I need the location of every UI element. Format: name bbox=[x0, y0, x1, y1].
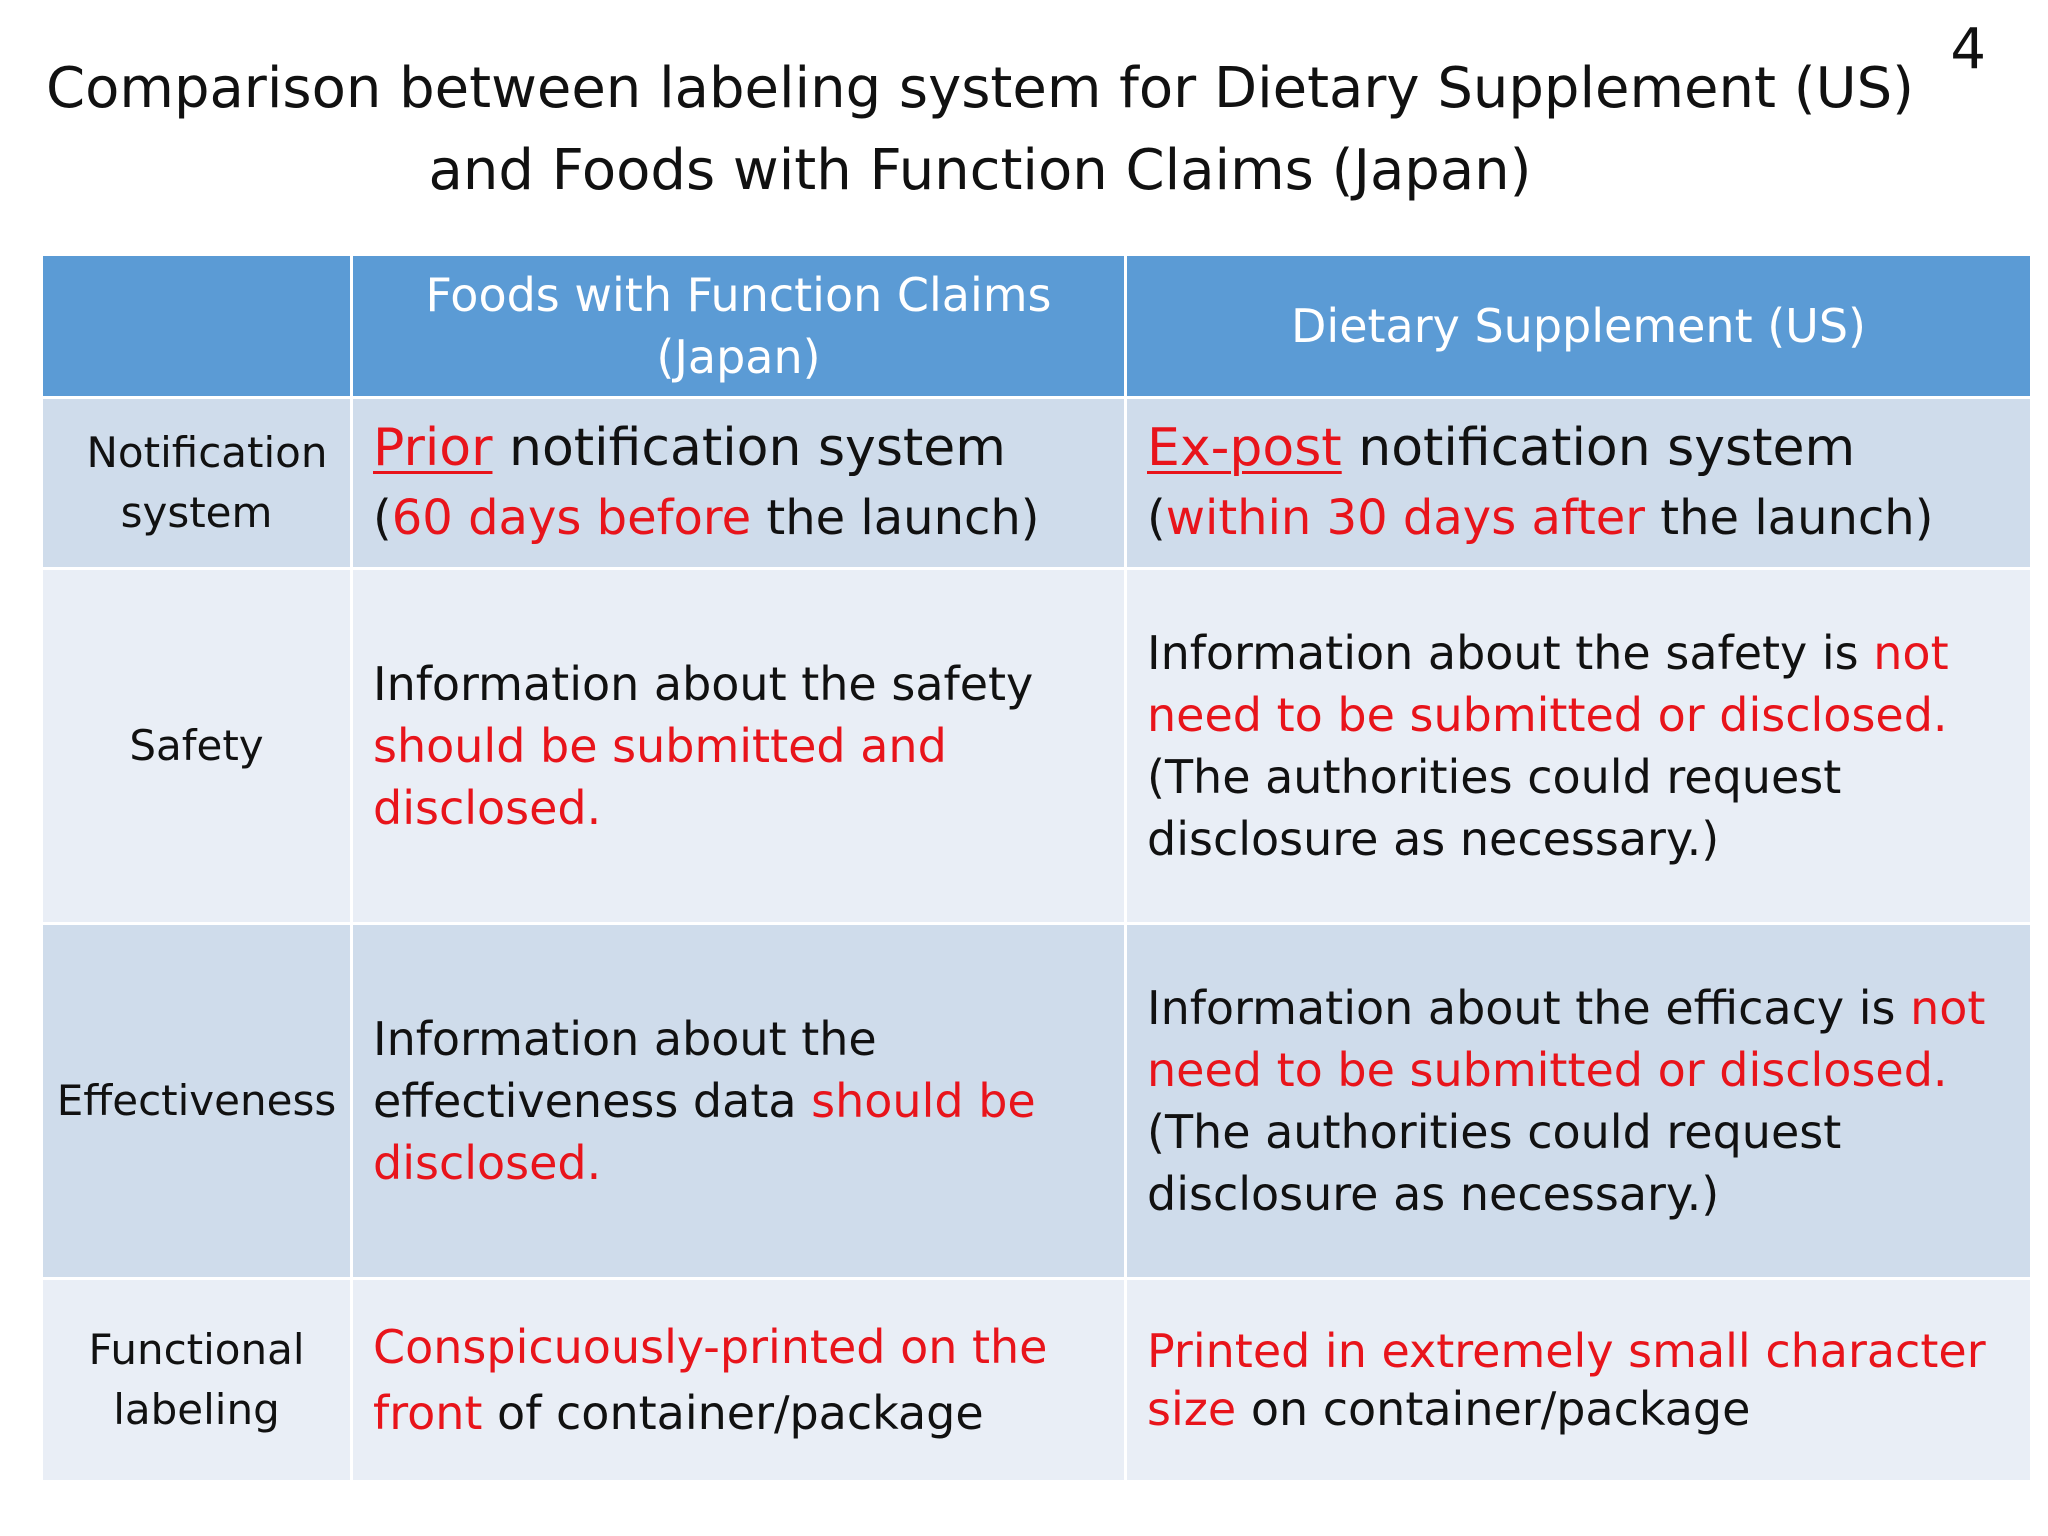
row-label-safety bbox=[42, 569, 352, 924]
japan-labeling-text-block bbox=[373, 1314, 1106, 1446]
table-row-notification bbox=[42, 398, 2032, 569]
comparison-table bbox=[40, 253, 2033, 1483]
us-notification-line1 bbox=[1147, 413, 2012, 483]
us-effectiveness-note: (The authorities could request disclosure as necessary.) bbox=[1147, 1105, 1842, 1221]
title-line-1: Comparison between labeling system for Dietary Supplement (US) bbox=[46, 56, 1914, 121]
cell-japan-notification bbox=[352, 398, 1126, 569]
japan-notification-timing: 60 days before bbox=[391, 490, 752, 546]
japan-effectiveness-text: Information about the effectiveness data bbox=[373, 1012, 877, 1128]
japan-notification-launch: the launch) bbox=[751, 490, 1040, 546]
row-label-functional-labeling-text: Functional labeling bbox=[88, 1325, 305, 1434]
japan-safety-text: Information about the safety bbox=[373, 657, 1034, 711]
header-us bbox=[1126, 255, 2032, 398]
cell-japan-safety bbox=[352, 569, 1126, 924]
us-notification-line2 bbox=[1147, 483, 2012, 553]
us-effectiveness-text: Information about the efficacy is bbox=[1147, 981, 1911, 1035]
us-effectiveness-emphasis: not need to be submitted or disclosed. bbox=[1147, 981, 1986, 1097]
cell-japan-functional-labeling bbox=[352, 1279, 1126, 1482]
japan-notification-text: notification system bbox=[492, 418, 1006, 478]
us-notification-timing: within 30 days after bbox=[1165, 490, 1646, 546]
table-header-row bbox=[42, 255, 2032, 398]
slide-number: 4 bbox=[1950, 17, 1986, 82]
header-empty-cell bbox=[42, 255, 352, 398]
us-safety-text-block bbox=[1147, 622, 2012, 746]
japan-safety-emphasis: should be submitted and disclosed. bbox=[373, 719, 947, 835]
us-notification-launch: the launch) bbox=[1645, 490, 1934, 546]
japan-effectiveness-emphasis: should be disclosed. bbox=[373, 1074, 1036, 1190]
row-label-functional-labeling bbox=[42, 1279, 352, 1482]
header-japan bbox=[352, 255, 1126, 398]
japan-labeling-emphasis: Conspicuously-printed on the front bbox=[373, 1320, 1048, 1440]
title-line-2: and Foods with Function Claims (Japan) bbox=[428, 138, 1532, 203]
row-label-notification bbox=[42, 398, 352, 569]
us-labeling-text-block bbox=[1147, 1322, 2012, 1438]
us-labeling-emphasis: Printed in extremely small character size bbox=[1147, 1324, 1986, 1436]
us-labeling-text: on container/package bbox=[1236, 1382, 1751, 1436]
row-label-notification-text: Notification system bbox=[86, 428, 328, 537]
slide-title bbox=[40, 48, 1920, 212]
cell-us-functional-labeling bbox=[1126, 1279, 2032, 1482]
row-label-safety-text: Safety bbox=[129, 721, 264, 770]
header-us-label: Dietary Supplement (US) bbox=[1291, 299, 1866, 353]
us-safety-text: Information about the safety is bbox=[1147, 626, 1874, 680]
header-japan-label: Foods with Function Claims (Japan) bbox=[425, 268, 1052, 384]
japan-effectiveness-text-block bbox=[373, 1008, 1106, 1194]
us-notification-paren: ( bbox=[1147, 490, 1166, 546]
us-safety-emphasis: not need to be submitted or disclosed. bbox=[1147, 626, 1949, 742]
cell-us-effectiveness bbox=[1126, 924, 2032, 1279]
row-label-effectiveness-text: Effectiveness bbox=[56, 1076, 337, 1125]
japan-notification-emphasis: Prior bbox=[373, 418, 493, 478]
japan-notification-paren: ( bbox=[373, 490, 392, 546]
us-safety-note: (The authorities could request disclosure as necessary.) bbox=[1147, 750, 1842, 866]
us-notification-emphasis: Ex-post bbox=[1147, 418, 1342, 478]
us-notification-text: notification system bbox=[1341, 418, 1856, 478]
japan-notification-line2 bbox=[373, 483, 1106, 553]
row-label-effectiveness bbox=[42, 924, 352, 1279]
japan-labeling-text: of container/package bbox=[482, 1386, 984, 1440]
table-row-safety bbox=[42, 569, 2032, 924]
table-row-effectiveness bbox=[42, 924, 2032, 1279]
cell-us-safety bbox=[1126, 569, 2032, 924]
japan-notification-line1 bbox=[373, 413, 1106, 483]
cell-japan-effectiveness bbox=[352, 924, 1126, 1279]
japan-safety-text-block bbox=[373, 653, 1106, 839]
us-effectiveness-text-block bbox=[1147, 977, 2012, 1101]
table-row-functional-labeling bbox=[42, 1279, 2032, 1482]
cell-us-notification bbox=[1126, 398, 2032, 569]
